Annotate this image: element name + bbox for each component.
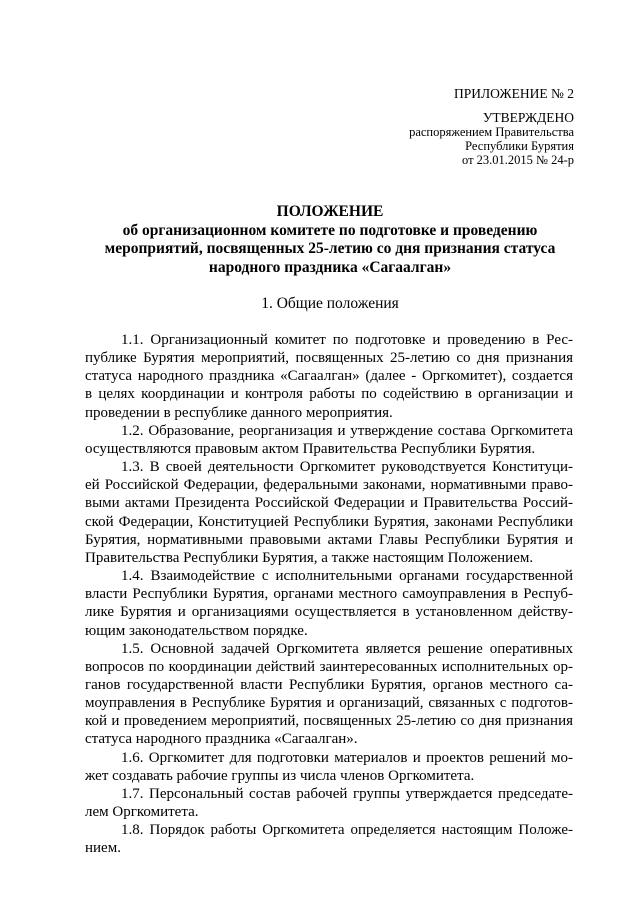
paragraph-line: в целях координации и контроля работы по содействию в организации и [85,386,573,403]
paragraph [85,785,573,821]
paragraph-line: ской Федерации, Конституцией Республики Бурятия, законами Республики [85,513,573,530]
section-heading: 1. Общие положения [261,295,399,312]
paragraph-line: моуправления в Республике Бурятия и организаций, связанных с подготов- [85,695,573,712]
paragraph-line: ющим законодательством порядке. [85,622,308,639]
paragraph [85,422,573,458]
paragraph-line: публике Бурятия мероприятий, посвященных 25-летию со дня признания [85,350,573,367]
paragraph-line: лике Бурятия и организациями осуществляется в установленном действу- [85,604,573,621]
paragraph-line: осуществляются правовым актом Правительства Республики Бурятия. [85,440,536,457]
paragraph [85,458,573,567]
paragraph [85,821,573,857]
paragraph-line: нием. [85,840,121,857]
approval-line: распоряжением Правительства [409,125,574,139]
appendix-label: ПРИЛОЖЕНИЕ № 2 [453,86,574,101]
document-body [85,331,573,858]
document-title-block [80,203,580,278]
paragraph-line: вопросов по координации действий заинтересованных исполнительных ор- [85,658,573,675]
document-subtitle-line: мероприятий, посвященных 25-летию со дня признания статуса [104,240,556,258]
document-title: ПОЛОЖЕНИЕ [276,203,384,220]
paragraph-line: 1.4. Взаимодействие с исполнительными органами государственной [121,568,573,585]
paragraph [85,567,573,640]
paragraph-line: статуса народного праздника «Сагаалган» (далее - Оргкомитет), создается [85,368,573,385]
paragraph-line: 1.6. Оргкомитет для подготовки материалов и проектов решений мо- [121,749,573,766]
approval-stamp [300,110,574,168]
paragraph [85,749,573,785]
paragraph-line: власти Республики Бурятия, органами местного самоуправления в Респуб- [85,586,573,603]
paragraph-line: ей Российской Федерации, федеральными законами, нормативными право- [85,477,573,494]
paragraph-line: 1.7. Персональный состав рабочей группы утверждается председате- [121,785,573,802]
paragraph-line: 1.8. Порядок работы Оргкомитета определяется настоящим Положе- [121,822,573,839]
paragraph-line: кой и проведением мероприятий, посвященных 25-летию со дня признания [85,713,573,730]
document-subtitle-line: об организационном комитете по подготовке и проведению [122,221,538,239]
paragraph-line: статуса народного праздника «Сагаалган». [85,731,358,748]
paragraph-line: выми актами Президента Российской Федерации и Правительства Россий- [85,495,573,512]
paragraph [85,640,573,749]
approval-line: Республики Бурятия [465,139,574,154]
document-subtitle-line: народного праздника «Сагаалган» [208,259,452,277]
paragraph-line: Правительства Республики Бурятия, а также настоящим Положением. [85,549,534,566]
paragraph-line: 1.3. В своей деятельности Оргкомитет руководствуется Конституци- [121,459,573,476]
paragraph-line: лем Оргкомитета. [85,804,199,821]
paragraph-line: Бурятия, нормативными правовыми актами Главы Республики Бурятия и [85,531,573,548]
paragraph-line: жет создавать рабочие группы из числа членов Оргкомитета. [85,767,475,784]
paragraph [85,331,573,422]
approval-date: от 23.01.2015 № 24-р [461,153,574,168]
paragraph-line: 1.2. Образование, реорганизация и утверждение состава Оргкомитета [121,422,573,439]
paragraph-line: проведении в республике данного мероприятия. [85,404,393,421]
paragraph-line: ганов государственной власти Республики Бурятия, органов местного са- [85,676,573,693]
paragraph-line: 1.1. Организационный комитет по подготовке и проведению в Рес- [121,332,573,348]
paragraph-line: 1.5. Основной задачей Оргкомитета является решение оперативных [121,640,573,657]
approval-title: УТВЕРЖДЕНО [482,110,574,125]
